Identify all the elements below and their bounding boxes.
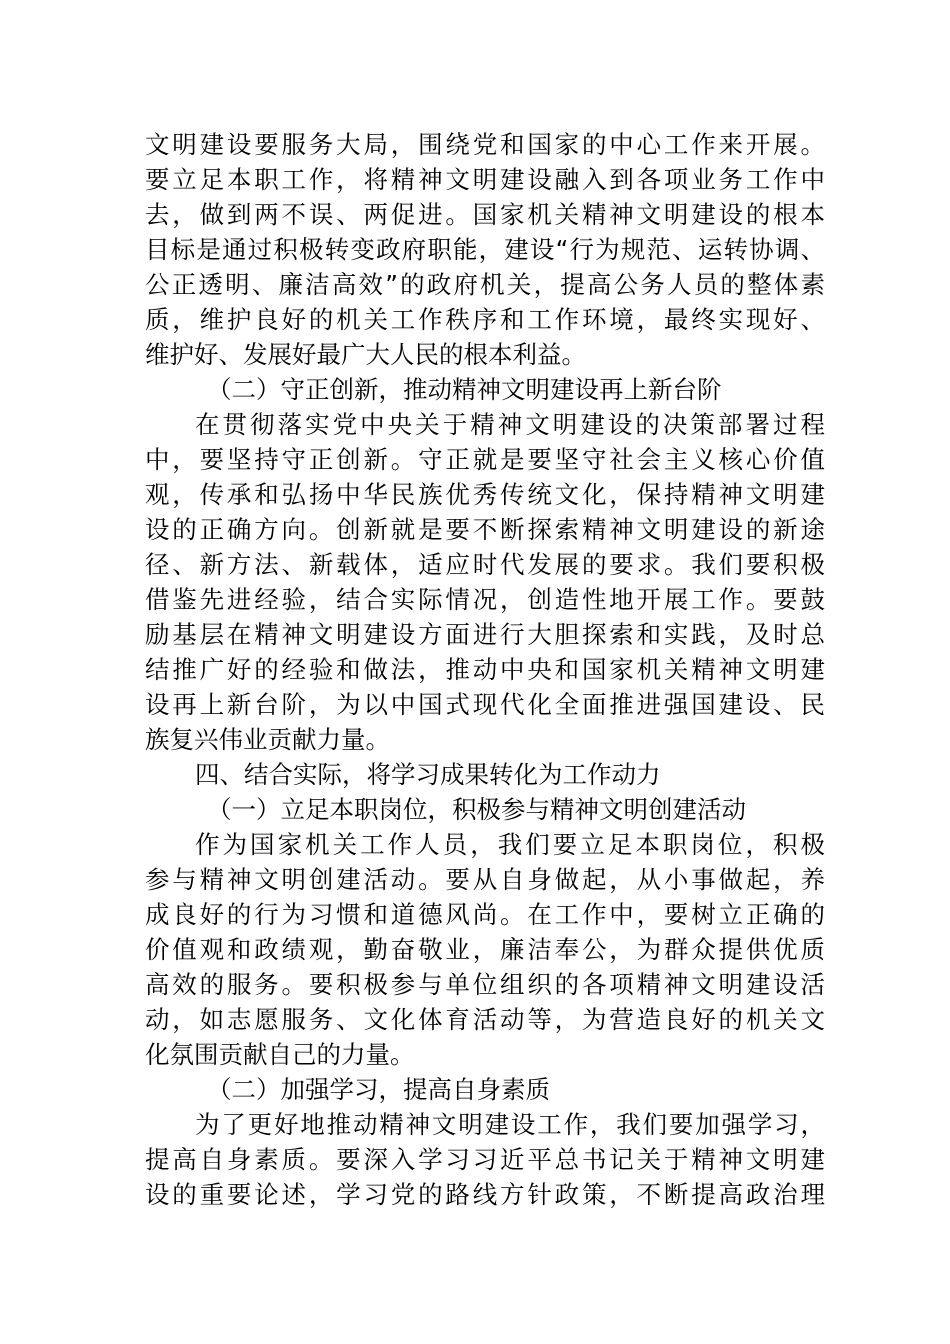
section-heading: 四、结合实际，将学习成果转化为工作动力 xyxy=(195,760,661,789)
body-line: 提高自身素质。要深入学习习近平总书记关于精神文明建 xyxy=(145,1145,825,1174)
subsection-heading: （二）守正创新，推动精神文明建设再上新台阶 xyxy=(207,375,722,404)
body-line: 动，如志愿服务、文化体育活动等，为营造良好的机关文 xyxy=(145,1005,825,1034)
body-line: 观，传承和弘扬中华民族优秀传统文化，保持精神文明建 xyxy=(145,480,825,509)
body-line: 去，做到两不误、两促进。国家机关精神文明建设的根本 xyxy=(145,200,825,229)
paragraph-first-line: 为了更好地推动精神文明建设工作，我们要加强学习， xyxy=(195,1110,825,1139)
body-line: 价值观和政绩观，勤奋敬业，廉洁奉公，为群众提供优质 xyxy=(145,935,825,964)
body-line: 文明建设要服务大局，围绕党和国家的中心工作来开展。 xyxy=(145,130,825,159)
body-line: 要立足本职工作，将精神文明建设融入到各项业务工作中 xyxy=(145,165,825,194)
body-line: 借鉴先进经验，结合实际情况，创造性地开展工作。要鼓 xyxy=(145,585,825,614)
document-body xyxy=(145,127,825,1212)
body-line: 参与精神文明创建活动。要从自身做起，从小事做起，养 xyxy=(145,865,825,894)
body-line: 结推广好的经验和做法，推动中央和国家机关精神文明建 xyxy=(145,655,825,684)
body-line: 目标是通过积极转变政府职能，建设“行为规范、运转协调、 xyxy=(145,235,825,264)
body-line: 径、新方法、新载体，适应时代发展的要求。我们要积极 xyxy=(145,550,825,579)
body-line: 族复兴伟业贡献力量。 xyxy=(145,725,390,754)
body-line: 设的重要论述，学习党的路线方针政策，不断提高政治理 xyxy=(145,1180,825,1209)
body-line: 质，维护良好的机关工作秩序和工作环境，最终实现好、 xyxy=(145,305,825,334)
body-line: 成良好的行为习惯和道德风尚。在工作中，要树立正确的 xyxy=(145,900,825,929)
paragraph-first-line: 作为国家机关工作人员，我们要立足本职岗位，积极 xyxy=(195,830,825,859)
body-line: 设的正确方向。创新就是要不断探索精神文明建设的新途 xyxy=(145,515,825,544)
subsection-heading: （二）加强学习，提高自身素质 xyxy=(207,1075,550,1104)
body-line: 公正透明、廉洁高效”的政府机关，提高公务人员的整体素 xyxy=(145,270,825,299)
paragraph-first-line: 在贯彻落实党中央关于精神文明建设的决策部署过程 xyxy=(195,410,825,439)
body-line: 励基层在精神文明建设方面进行大胆探索和实践，及时总 xyxy=(145,620,825,649)
body-line: 维护好、发展好最广大人民的根本利益。 xyxy=(145,340,586,369)
body-line: 设再上新台阶，为以中国式现代化全面推进强国建设、民 xyxy=(145,690,825,719)
body-line: 化氛围贡献自己的力量。 xyxy=(145,1040,415,1069)
body-line: 高效的服务。要积极参与单位组织的各项精神文明建设活 xyxy=(145,970,825,999)
subsection-heading: （一）立足本职岗位，积极参与精神文明创建活动 xyxy=(207,795,746,824)
body-line: 中，要坚持守正创新。守正就是要坚守社会主义核心价值 xyxy=(145,445,825,474)
